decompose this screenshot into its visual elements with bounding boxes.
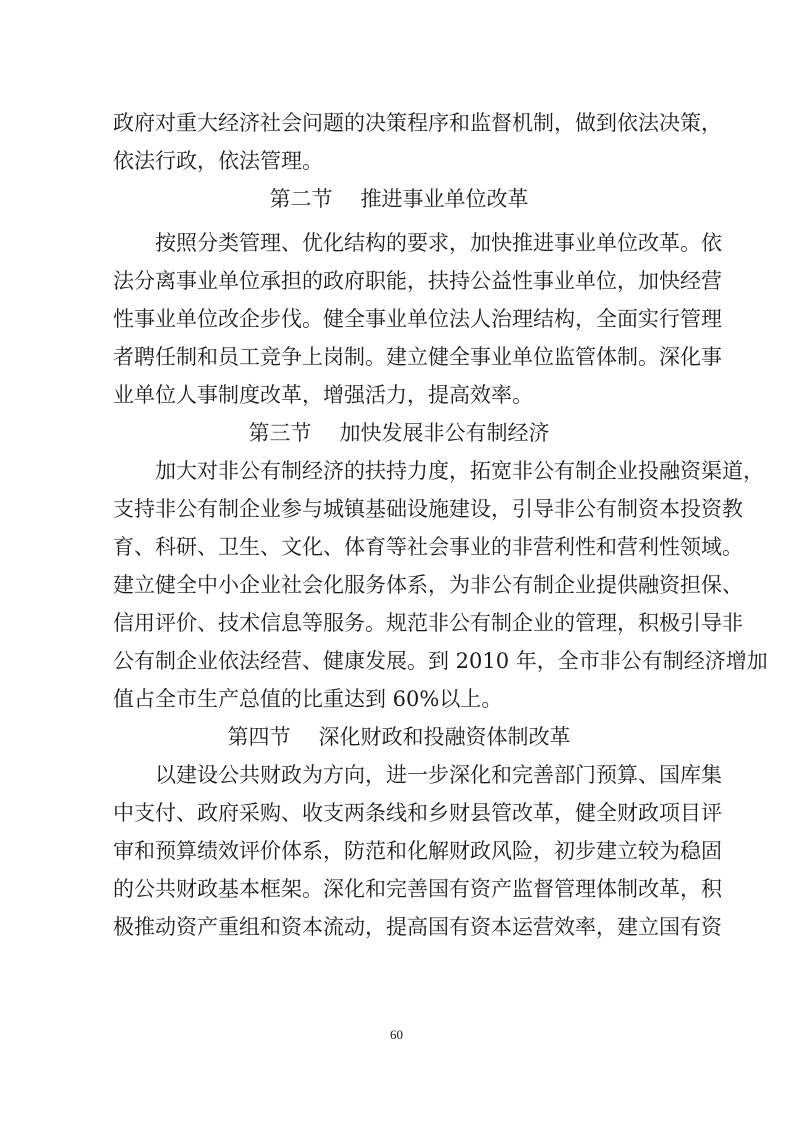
paragraph-line: 法分离事业单位承担的政府职能，扶持公益性事业单位，加快经营 — [113, 269, 722, 293]
paragraph-line: 依法行政，依法管理。 — [113, 149, 323, 173]
page-number: 60 — [390, 1027, 403, 1042]
paragraph-line: 信用评价、技术信息等服务。规范非公有制企业的管理，积极引导非 — [113, 611, 743, 635]
paragraph-line: 性事业单位改企步伐。健全事业单位法人治理结构，全面实行管理 — [113, 307, 722, 331]
paragraph-line: 政府对重大经济社会问题的决策程序和监督机制，做到依法决策， — [113, 111, 722, 135]
paragraph-line: 审和预算绩效评价体系，防范和化解财政风险，初步建立较为稳固 — [113, 839, 722, 863]
paragraph-line: 以建设公共财政为方向，进一步深化和完善部门预算、国库集 — [155, 763, 722, 787]
paragraph-line: 支持非公有制企业参与城镇基础设施建设，引导非公有制资本投资教 — [113, 497, 743, 521]
section-number: 第四节 — [227, 725, 291, 749]
section-number: 第二节 — [269, 187, 333, 211]
paragraph-line: 建立健全中小企业社会化服务体系，为非公有制企业提供融资担保、 — [113, 573, 743, 597]
paragraph-line: 中支付、政府采购、收支两条线和乡财县管改革，健全财政项目评 — [113, 801, 722, 825]
section-title: 深化财政和投融资体制改革 — [318, 725, 571, 749]
paragraph-line: 业单位人事制度改革，增强活力，提高效率。 — [113, 383, 533, 407]
paragraph-line: 的公共财政基本框架。深化和完善国有资产监督管理体制改革，积 — [113, 877, 722, 901]
section-title: 加快发展非公有制经济 — [339, 421, 550, 445]
paragraph-line: 极推动资产重组和资本流动，提高国有资本运营效率，建立国有资 — [113, 915, 722, 939]
paragraph-line: 公有制企业依法经营、健康发展。到 2010 年，全市非公有制经济增加 — [113, 649, 768, 673]
section-number: 第三节 — [248, 421, 312, 445]
section-heading-2 — [113, 185, 685, 213]
paragraph-line: 育、科研、卫生、文化、体育等社会事业的非营利性和营利性领域。 — [113, 535, 743, 559]
paragraph-line: 值占全市生产总值的比重达到 60%以上。 — [113, 687, 503, 711]
paragraph-line: 按照分类管理、优化结构的要求，加快推进事业单位改革。依 — [155, 231, 722, 255]
section-heading-4 — [113, 723, 685, 751]
paragraph-line: 者聘任制和员工竞争上岗制。建立健全事业单位监管体制。深化事 — [113, 345, 722, 369]
section-title: 推进事业单位改革 — [360, 187, 529, 211]
section-heading-3 — [113, 419, 685, 447]
paragraph-line: 加大对非公有制经济的扶持力度，拓宽非公有制企业投融资渠道， — [155, 459, 764, 483]
